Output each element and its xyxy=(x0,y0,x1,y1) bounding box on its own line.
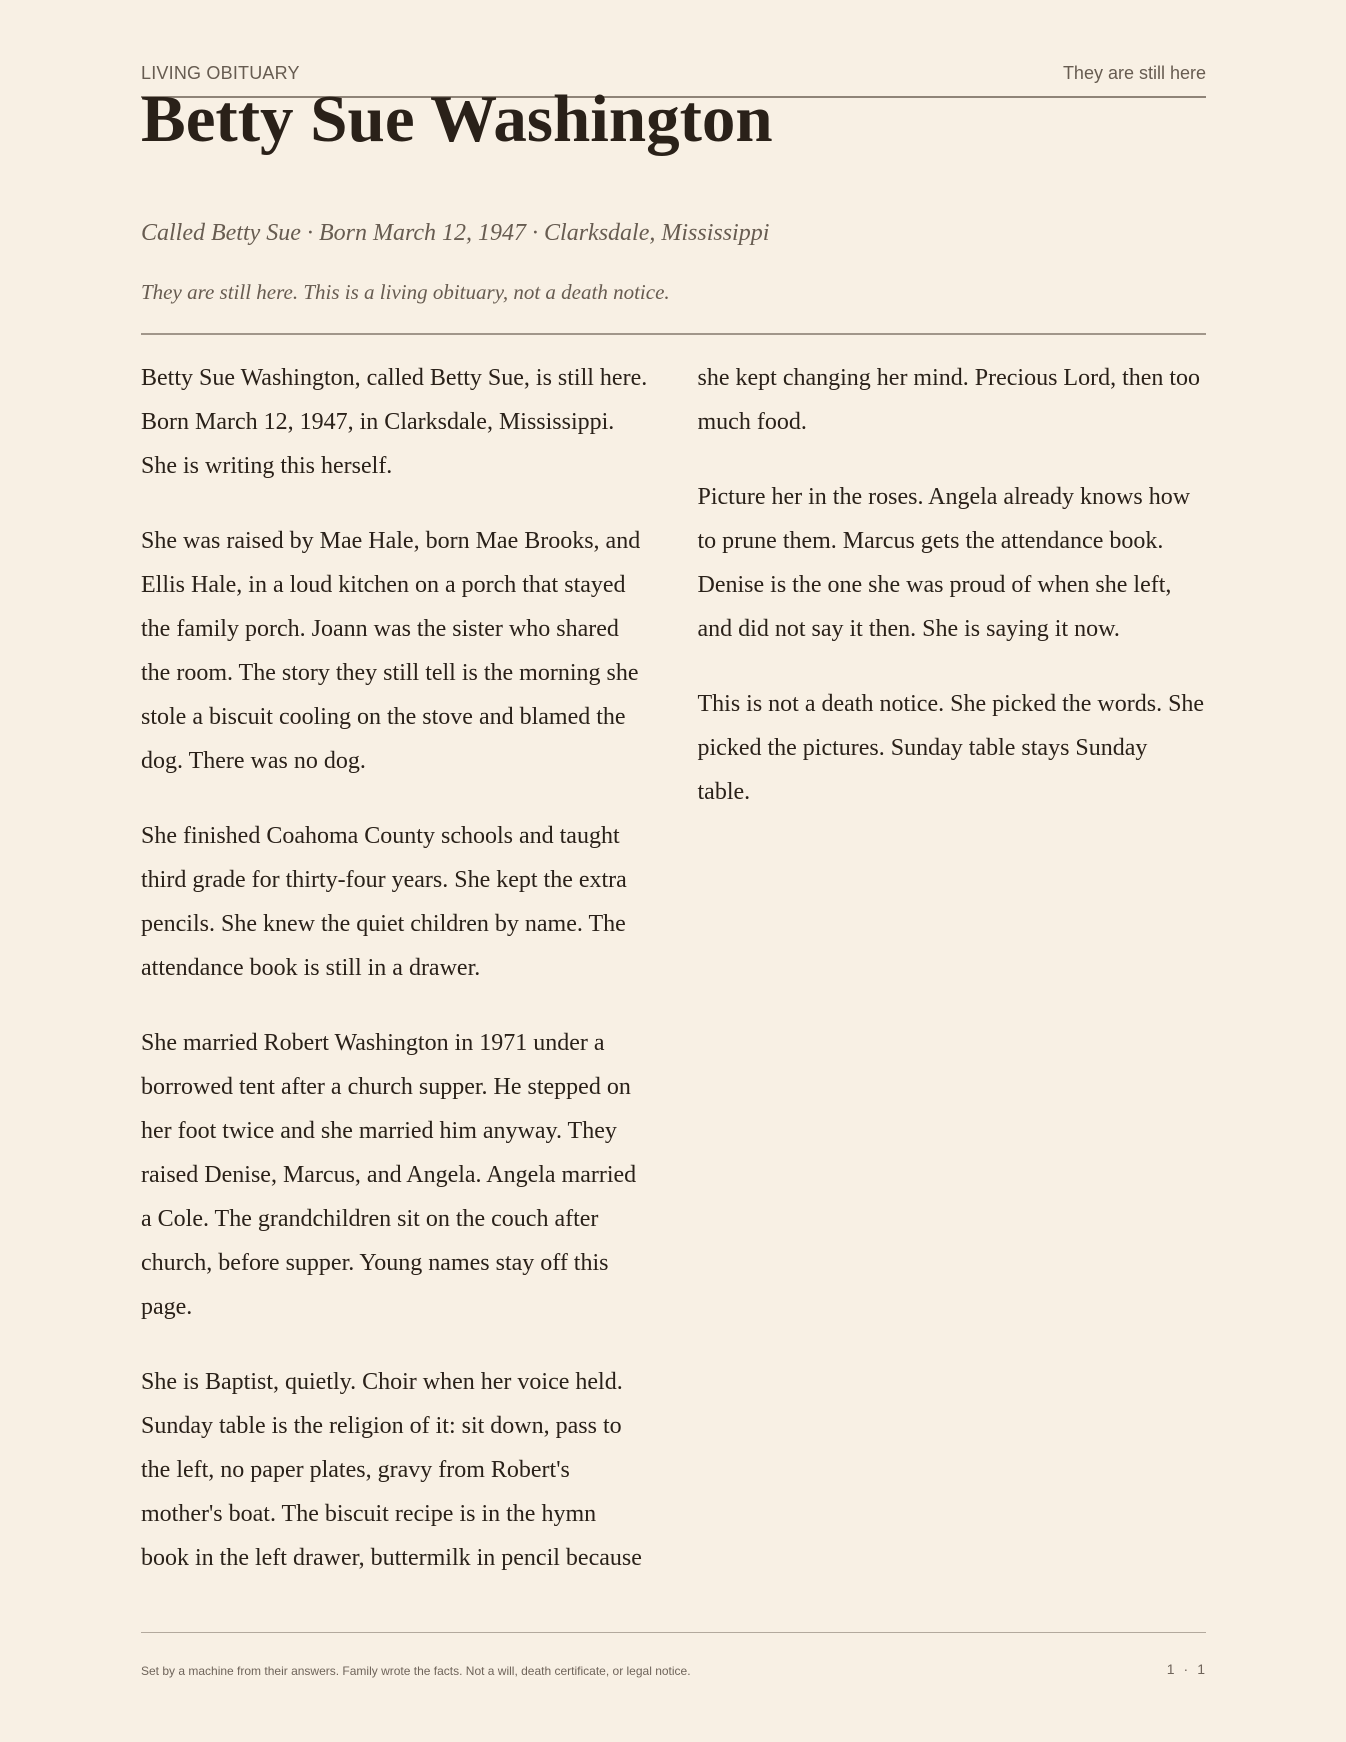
subtitle: Called Betty Sue · Born March 12, 1947 · Clarksdale, Mississippi xyxy=(141,220,770,246)
paragraph: She finished Coahoma County schools and taught third grade for thirty-four years. She kept the extra pencils. She knew the quiet children by name. The attendance book is still in a drawer. xyxy=(141,823,627,981)
paragraph: She married Robert Washington in 1971 under a borrowed tent after a church supper. He stepped on her foot twice and she married him anyway. They raised Denise, Marcus, and Angela. Angela married a Cole. The grandchildren sit on the couch after church, before supper. Young names stay off this page. xyxy=(141,1030,637,1320)
paragraph: Picture her in the roses. Angela already knows how to prune them. Marcus gets the attendance book. Denise is the one she was proud of when she left, and did not say it then. She is saying it now. xyxy=(697,484,1191,642)
page-total: 1 xyxy=(1197,1661,1206,1677)
living-notice: They are still here. This is a living obituary, not a death notice. xyxy=(141,280,670,304)
section-label: LIVING OBITUARY xyxy=(141,63,300,83)
paragraph: This is not a death notice. She picked the words. She picked the pictures. Sunday table stays Sunday table. xyxy=(697,691,1205,805)
paragraph: She was raised by Mae Hale, born Mae Brooks, and Ellis Hale, in a loud kitchen on a porch that stayed the family porch. Joann was the sister who shared the room. The story they still tell is the morning she stole a biscuit cooling on the stove and blamed the dog. There was no dog. xyxy=(141,528,641,774)
header-tagline: They are still here xyxy=(1062,63,1206,83)
footer-divider xyxy=(141,1632,1206,1633)
page-title: Betty Sue Washington xyxy=(141,82,773,156)
footer-disclaimer: Set by a machine from their answers. Family wrote the facts. Not a will, death certificate, or legal notice. xyxy=(141,1664,691,1678)
body-divider xyxy=(141,333,1206,335)
page-number xyxy=(1167,1661,1206,1677)
body-text xyxy=(141,356,1206,1581)
paragraph: She is Baptist, quietly. Choir when her voice held. Sunday table is the religion of it: sit down, pass to the left, no paper plates, gravy from Robert's mother's boat. The biscuit recipe is in the hymn book in the left drawer, buttermilk in pencil because she kept changing her mind. Precious Lord, then too much food. xyxy=(141,365,1201,1571)
page-separator: · xyxy=(1183,1661,1190,1677)
obituary-page xyxy=(141,0,1206,1742)
page-current: 1 xyxy=(1166,1661,1176,1677)
paragraph: Betty Sue Washington, called Betty Sue, is still here. Born March 12, 1947, in Clarksdale, Mississippi. She is writing this herself. xyxy=(141,365,648,479)
